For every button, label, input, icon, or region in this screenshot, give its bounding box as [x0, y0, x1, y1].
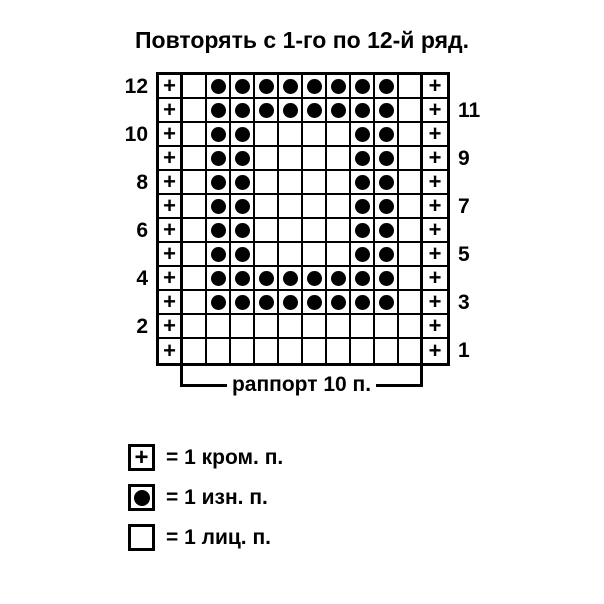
purl-stitch-cell: [303, 99, 327, 123]
dot-icon: [307, 271, 322, 286]
purl-stitch-cell: [279, 267, 303, 291]
knit-stitch-cell: [399, 147, 423, 171]
purl-stitch-cell: [351, 147, 375, 171]
knit-stitch-cell: [279, 315, 303, 339]
dot-icon: [379, 127, 394, 142]
plus-icon: +: [428, 193, 442, 218]
knit-stitch-cell: [279, 123, 303, 147]
knit-stitch-cell: [399, 339, 423, 363]
dot-icon: [211, 199, 226, 214]
purl-stitch-cell: [375, 123, 399, 147]
purl-stitch-cell: [351, 123, 375, 147]
edge-stitch-cell: [159, 267, 183, 291]
dot-icon: [331, 103, 346, 118]
purl-stitch-cell: [207, 291, 231, 315]
dot-icon: [355, 79, 370, 94]
plus-icon: +: [428, 97, 442, 122]
edge-stitch-cell: [159, 75, 183, 99]
knit-stitch-cell: [231, 339, 255, 363]
purl-stitch-cell: [375, 195, 399, 219]
purl-stitch-cell: [207, 243, 231, 267]
dot-icon: [211, 127, 226, 142]
knit-stitch-cell: [255, 123, 279, 147]
dot-icon: [283, 271, 298, 286]
dot-icon: [283, 79, 298, 94]
knit-stitch-cell: [327, 123, 351, 147]
row-number-right: 5: [458, 243, 470, 266]
plus-icon: +: [163, 97, 176, 122]
knit-stitch-cell: [375, 315, 399, 339]
purl-stitch-cell: [375, 219, 399, 243]
dot-icon: [235, 247, 250, 262]
purl-stitch-icon: [128, 484, 155, 511]
dot-icon: [355, 103, 370, 118]
knit-stitch-cell: [255, 339, 279, 363]
dot-icon: [211, 271, 226, 286]
knit-stitch-cell: [279, 171, 303, 195]
edge-stitch-icon: [128, 444, 155, 471]
purl-stitch-cell: [351, 219, 375, 243]
row-number-right: 7: [458, 195, 470, 218]
dot-icon: [355, 247, 370, 262]
knit-stitch-cell: [303, 147, 327, 171]
purl-stitch-cell: [351, 75, 375, 99]
edge-stitch-cell: [159, 219, 183, 243]
purl-stitch-cell: [351, 243, 375, 267]
dot-icon: [355, 175, 370, 190]
dot-icon: [211, 103, 226, 118]
edge-stitch-cell: [423, 219, 447, 243]
knit-stitch-cell: [255, 147, 279, 171]
knit-stitch-cell: [327, 219, 351, 243]
knit-stitch-cell: [183, 219, 207, 243]
row-numbers-right: [458, 75, 510, 363]
knit-stitch-cell: [303, 195, 327, 219]
dot-icon: [134, 490, 150, 506]
knit-stitch-cell: [255, 243, 279, 267]
purl-stitch-cell: [327, 291, 351, 315]
knit-stitch-cell: [183, 123, 207, 147]
edge-stitch-cell: [159, 171, 183, 195]
edge-stitch-cell: [423, 123, 447, 147]
dot-icon: [355, 271, 370, 286]
dot-icon: [331, 79, 346, 94]
purl-stitch-cell: [231, 219, 255, 243]
dot-icon: [379, 271, 394, 286]
purl-stitch-cell: [255, 267, 279, 291]
knit-stitch-cell: [279, 243, 303, 267]
purl-stitch-cell: [351, 267, 375, 291]
knit-stitch-cell: [183, 267, 207, 291]
knit-stitch-cell: [399, 123, 423, 147]
dot-icon: [235, 295, 250, 310]
legend-label: = 1 лиц. п.: [166, 526, 271, 549]
knit-stitch-cell: [255, 171, 279, 195]
knit-stitch-cell: [303, 171, 327, 195]
dot-icon: [259, 103, 274, 118]
dot-icon: [211, 79, 226, 94]
plus-icon: +: [163, 145, 176, 170]
purl-stitch-cell: [231, 267, 255, 291]
dot-icon: [355, 295, 370, 310]
edge-stitch-cell: [159, 147, 183, 171]
edge-stitch-cell: [159, 123, 183, 147]
purl-stitch-cell: [231, 99, 255, 123]
knit-stitch-cell: [183, 195, 207, 219]
dot-icon: [235, 103, 250, 118]
purl-stitch-cell: [375, 75, 399, 99]
chart-title: Повторять с 1-го по 12-й ряд.: [135, 27, 469, 53]
dot-icon: [259, 271, 274, 286]
dot-icon: [211, 247, 226, 262]
plus-icon: +: [134, 443, 149, 471]
knit-stitch-cell: [303, 315, 327, 339]
dot-icon: [235, 271, 250, 286]
plus-icon: +: [428, 145, 442, 170]
purl-stitch-cell: [255, 75, 279, 99]
purl-stitch-cell: [375, 267, 399, 291]
dot-icon: [379, 103, 394, 118]
purl-stitch-cell: [207, 267, 231, 291]
plus-icon: +: [428, 241, 442, 266]
knit-stitch-cell: [399, 267, 423, 291]
purl-stitch-cell: [351, 171, 375, 195]
purl-stitch-cell: [231, 243, 255, 267]
purl-stitch-cell: [375, 243, 399, 267]
purl-stitch-cell: [351, 291, 375, 315]
dot-icon: [307, 79, 322, 94]
dot-icon: [211, 295, 226, 310]
dot-icon: [355, 127, 370, 142]
plus-icon: +: [428, 313, 442, 338]
knit-stitch-cell: [255, 315, 279, 339]
plus-icon: +: [163, 241, 176, 266]
edge-stitch-cell: [423, 291, 447, 315]
knit-stitch-cell: [351, 339, 375, 363]
row-number-left: 8: [136, 171, 148, 194]
knit-stitch-cell: [327, 171, 351, 195]
row-numbers-left: [96, 75, 148, 363]
knit-stitch-cell: [399, 171, 423, 195]
knit-stitch-cell: [399, 315, 423, 339]
knit-stitch-cell: [183, 315, 207, 339]
knit-stitch-cell: [399, 99, 423, 123]
knit-stitch-cell: [231, 315, 255, 339]
edge-stitch-cell: [423, 147, 447, 171]
edge-stitch-cell: [423, 339, 447, 363]
knit-stitch-cell: [183, 99, 207, 123]
dot-icon: [259, 295, 274, 310]
dot-icon: [235, 127, 250, 142]
knit-stitch-cell: [303, 123, 327, 147]
plus-icon: +: [163, 169, 176, 194]
knit-stitch-cell: [279, 195, 303, 219]
edge-stitch-cell: [423, 171, 447, 195]
legend-item-purl-stitch: [128, 484, 283, 511]
knit-stitch-cell: [303, 219, 327, 243]
knit-stitch-cell: [327, 195, 351, 219]
dot-icon: [379, 79, 394, 94]
legend-item-edge-stitch: [128, 444, 283, 471]
edge-stitch-cell: [159, 195, 183, 219]
dot-icon: [355, 223, 370, 238]
dot-icon: [379, 199, 394, 214]
purl-stitch-cell: [231, 195, 255, 219]
dot-icon: [235, 175, 250, 190]
purl-stitch-cell: [207, 219, 231, 243]
edge-stitch-cell: [159, 291, 183, 315]
dot-icon: [307, 103, 322, 118]
row-number-left: 2: [136, 315, 148, 338]
knit-stitch-cell: [255, 219, 279, 243]
dot-icon: [283, 295, 298, 310]
purl-stitch-cell: [303, 75, 327, 99]
edge-stitch-cell: [159, 315, 183, 339]
purl-stitch-cell: [375, 147, 399, 171]
knit-stitch-cell: [351, 315, 375, 339]
knit-stitch-icon: [128, 524, 155, 551]
knit-stitch-cell: [183, 147, 207, 171]
purl-stitch-cell: [351, 195, 375, 219]
purl-stitch-cell: [207, 195, 231, 219]
plus-icon: +: [428, 265, 442, 290]
plus-icon: +: [428, 169, 442, 194]
edge-stitch-cell: [423, 243, 447, 267]
dot-icon: [379, 151, 394, 166]
knit-stitch-cell: [279, 339, 303, 363]
dot-icon: [379, 247, 394, 262]
edge-stitch-cell: [423, 195, 447, 219]
purl-stitch-cell: [327, 267, 351, 291]
dot-icon: [283, 103, 298, 118]
row-number-right: 1: [458, 339, 470, 362]
dot-icon: [211, 175, 226, 190]
purl-stitch-cell: [207, 99, 231, 123]
plus-icon: +: [428, 121, 442, 146]
purl-stitch-cell: [231, 147, 255, 171]
dot-icon: [211, 151, 226, 166]
plus-icon: +: [428, 289, 442, 314]
row-number-right: 3: [458, 291, 470, 314]
purl-stitch-cell: [231, 171, 255, 195]
legend-item-knit-stitch: [128, 524, 283, 551]
edge-stitch-cell: [423, 99, 447, 123]
knit-stitch-cell: [303, 243, 327, 267]
legend: [128, 444, 283, 564]
dot-icon: [379, 175, 394, 190]
dot-icon: [379, 223, 394, 238]
knit-stitch-cell: [183, 291, 207, 315]
rapport-label: раппорт 10 п.: [227, 373, 376, 397]
dot-icon: [331, 295, 346, 310]
purl-stitch-cell: [375, 171, 399, 195]
knit-stitch-cell: [327, 315, 351, 339]
knit-stitch-cell: [207, 315, 231, 339]
knit-stitch-cell: [207, 339, 231, 363]
purl-stitch-cell: [231, 291, 255, 315]
row-number-left: 4: [136, 267, 148, 290]
plus-icon: +: [163, 265, 176, 290]
dot-icon: [211, 223, 226, 238]
knit-stitch-cell: [183, 171, 207, 195]
dot-icon: [235, 223, 250, 238]
purl-stitch-cell: [231, 123, 255, 147]
row-number-left: 12: [124, 75, 148, 98]
dot-icon: [259, 79, 274, 94]
purl-stitch-cell: [375, 99, 399, 123]
dot-icon: [331, 271, 346, 286]
plus-icon: +: [428, 217, 442, 242]
purl-stitch-cell: [207, 171, 231, 195]
purl-stitch-cell: [207, 123, 231, 147]
purl-stitch-cell: [207, 147, 231, 171]
knit-stitch-cell: [303, 339, 327, 363]
row-number-right: 11: [458, 99, 481, 122]
plus-icon: +: [163, 313, 176, 338]
purl-stitch-cell: [327, 99, 351, 123]
dot-icon: [379, 295, 394, 310]
purl-stitch-cell: [327, 75, 351, 99]
dot-icon: [235, 79, 250, 94]
purl-stitch-cell: [303, 291, 327, 315]
plus-icon: +: [163, 289, 176, 314]
plus-icon: +: [163, 121, 176, 146]
knit-stitch-cell: [399, 219, 423, 243]
edge-stitch-cell: [423, 315, 447, 339]
knit-stitch-cell: [183, 75, 207, 99]
knit-stitch-cell: [375, 339, 399, 363]
purl-stitch-cell: [255, 99, 279, 123]
purl-stitch-cell: [231, 75, 255, 99]
row-number-right: 9: [458, 147, 470, 170]
knit-stitch-cell: [279, 147, 303, 171]
plus-icon: +: [163, 193, 176, 218]
dot-icon: [355, 199, 370, 214]
purl-stitch-cell: [279, 99, 303, 123]
purl-stitch-cell: [207, 75, 231, 99]
knit-stitch-cell: [183, 339, 207, 363]
knit-stitch-cell: [183, 243, 207, 267]
knit-stitch-cell: [399, 75, 423, 99]
edge-stitch-cell: [159, 99, 183, 123]
knit-stitch-cell: [399, 291, 423, 315]
plus-icon: +: [428, 338, 442, 363]
knit-stitch-cell: [399, 195, 423, 219]
purl-stitch-cell: [303, 267, 327, 291]
edge-stitch-cell: [159, 339, 183, 363]
knit-stitch-cell: [327, 339, 351, 363]
knitting-chart-grid: [156, 72, 450, 366]
purl-stitch-cell: [351, 99, 375, 123]
knit-stitch-cell: [279, 219, 303, 243]
edge-stitch-cell: [159, 243, 183, 267]
dot-icon: [235, 199, 250, 214]
plus-icon: +: [428, 73, 442, 98]
knit-stitch-cell: [327, 243, 351, 267]
purl-stitch-cell: [279, 75, 303, 99]
row-number-left: 10: [124, 123, 148, 146]
legend-label: = 1 кром. п.: [166, 446, 284, 469]
purl-stitch-cell: [375, 291, 399, 315]
row-number-left: 6: [136, 219, 148, 242]
plus-icon: +: [163, 338, 176, 363]
dot-icon: [307, 295, 322, 310]
dot-icon: [355, 151, 370, 166]
knit-stitch-cell: [399, 243, 423, 267]
knit-stitch-cell: [327, 147, 351, 171]
purl-stitch-cell: [279, 291, 303, 315]
plus-icon: +: [163, 217, 176, 242]
dot-icon: [235, 151, 250, 166]
knit-stitch-cell: [255, 195, 279, 219]
plus-icon: +: [163, 73, 176, 98]
edge-stitch-cell: [423, 267, 447, 291]
edge-stitch-cell: [423, 75, 447, 99]
purl-stitch-cell: [255, 291, 279, 315]
legend-label: = 1 изн. п.: [166, 486, 268, 509]
